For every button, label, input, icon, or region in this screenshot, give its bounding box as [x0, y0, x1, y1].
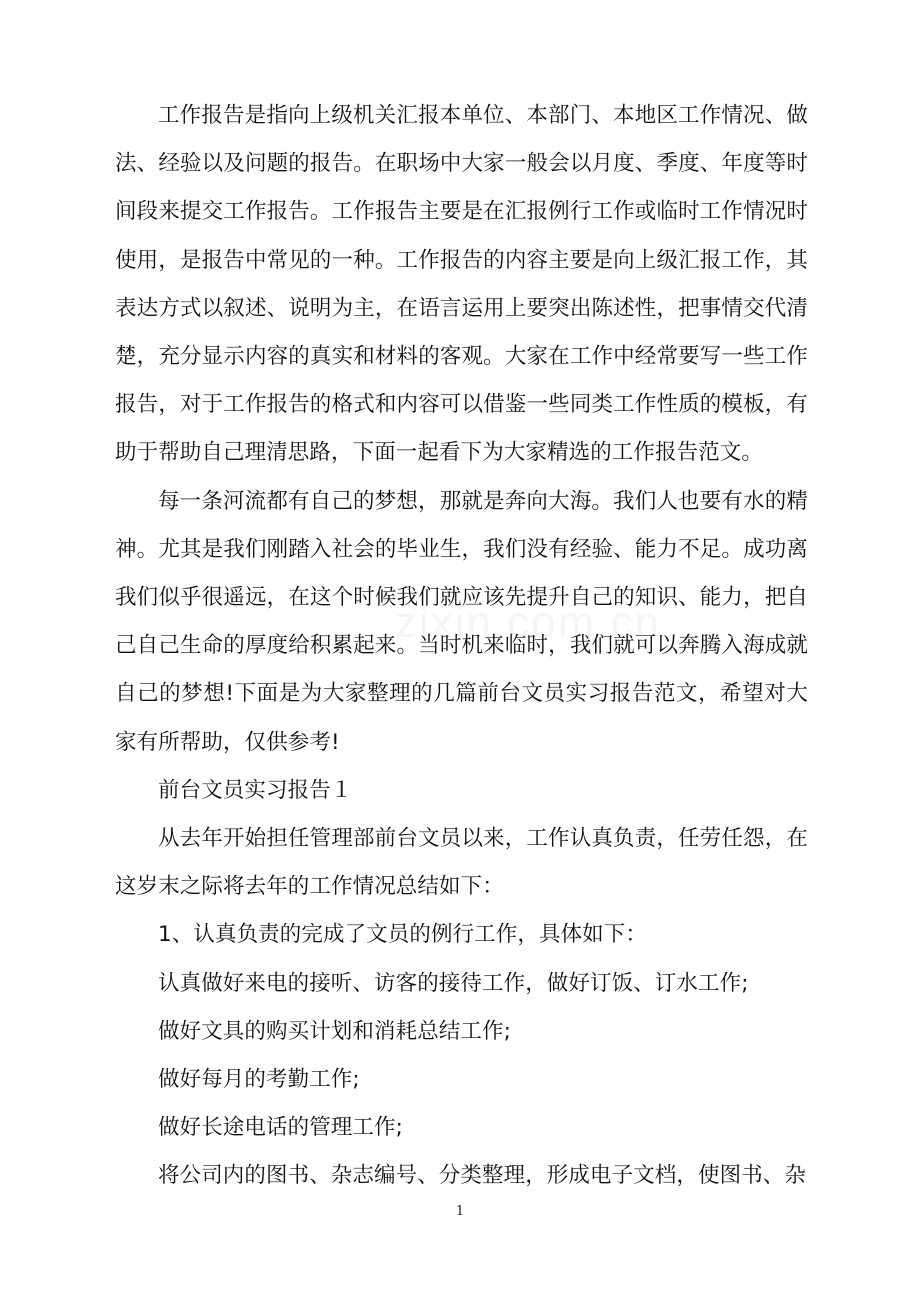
list-heading-1: 1、认真负责的完成了文员的例行工作，具体如下： — [158, 922, 647, 948]
list-item: 做好文具的购买计划和消耗总结工作; — [158, 1018, 511, 1044]
list-item: 认真做好来电的接听、访客的接待工作，做好订饭、订水工作; — [158, 970, 749, 996]
list-item: 将公司内的图书、杂志编号、分类整理，形成电子文档，使图书、杂 — [158, 1163, 807, 1189]
list-item: 做好每月的考勤工作; — [158, 1067, 360, 1093]
section-heading: 前台文员实习报告１ — [158, 777, 353, 803]
watermark: zixin.com.cn — [395, 598, 662, 647]
list-item: 做好长途电话的管理工作; — [158, 1115, 403, 1141]
paragraph-river: 每一条河流都有自己的梦想，那就是奔向大海。我们人也要有水的精神。尤其是我们刚踏入社会的毕业生，我们没有经验、能力不足。成功离我们似乎很遥远，在这个时候我们就应该先提升自己的知识、能力，把自己自己生命的厚度给积累起来。当时机来临时，我们就可以奔腾入海成就自己的梦想!下面是为大家整理的几篇前台文员实习报告范文，希望对大家有所帮助，仅供参考! — [115, 488, 808, 755]
paragraph-intro: 工作报告是指向上级机关汇报本单位、本部门、本地区工作情况、做法、经验以及问题的报告。在职场中大家一般会以月度、季度、年度等时间段来提交工作报告。工作报告主要是在汇报例行工作或临时工作情况时使用，是报告中常见的一种。工作报告的内容主要是向上级汇报工作，其表达方式以叙述、说明为主，在语言运用上要突出陈述性，把事情交代清楚，充分显示内容的真实和材料的客观。大家在工作中经常要写一些工作报告，对于工作报告的格式和内容可以借鉴一些同类工作性质的模板，有助于帮助自己理清思路，下面一起看下为大家精选的工作报告范文。 — [115, 103, 808, 466]
paragraph-summary-intro: 从去年开始担任管理部前台文员以来，工作认真负责，任劳任怨，在这岁末之际将去年的工作情况总结如下： — [115, 826, 808, 900]
page-number: 1 — [455, 1204, 465, 1219]
document-body — [115, 92, 808, 1201]
